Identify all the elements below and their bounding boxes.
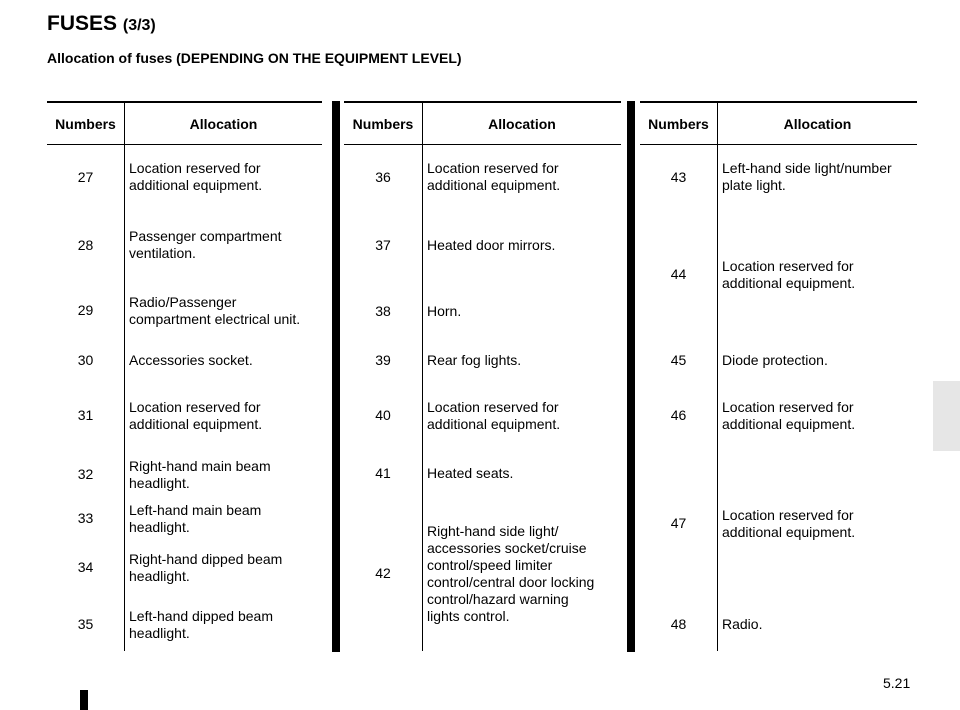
page-title-text: FUSES: [47, 12, 118, 35]
fuse-allocation: Radio/Passenger compartment electrical unit.: [129, 294, 301, 327]
header-allocation: Allocation: [189, 116, 258, 132]
fuse-allocation: Horn.: [427, 303, 462, 319]
table-header-rule: [344, 144, 621, 145]
fuse-allocation: Heated seats.: [427, 465, 514, 481]
fuse-allocation: Diode protection.: [722, 352, 828, 368]
fuse-allocation: Left-hand side light/number plate light.: [722, 160, 892, 193]
fuse-allocation: Location reserved for additional equipment.: [129, 160, 263, 193]
fuse-allocation: Radio.: [722, 616, 763, 632]
fuse-number: 44: [670, 266, 687, 282]
table-top-rule: [47, 101, 322, 103]
page-subtitle: Allocation of fuses (DEPENDING ON THE EQUIPMENT LEVEL): [47, 50, 462, 66]
table-column-divider: [124, 101, 125, 651]
fuse-number: 28: [77, 237, 94, 253]
header-numbers: Numbers: [55, 116, 116, 132]
table-column-divider: [717, 101, 718, 651]
fuse-allocation: Rear fog lights.: [427, 352, 522, 368]
table-top-rule: [344, 101, 621, 103]
page-corner-mark: [80, 690, 88, 710]
fuse-allocation: Passenger compartment ventilation.: [129, 228, 282, 261]
fuse-number: 30: [77, 352, 94, 368]
fuse-number: 47: [670, 515, 687, 531]
fuse-table-column-3: [640, 101, 917, 651]
fuse-allocation: Location reserved for additional equipment.: [722, 258, 856, 291]
fuse-number: 32: [77, 466, 94, 482]
fuse-table-column-2: [344, 101, 621, 651]
header-allocation: Allocation: [783, 116, 852, 132]
page-title: [47, 12, 156, 36]
fuse-allocation: Heated door mirrors.: [427, 237, 556, 253]
fuse-number: 33: [77, 510, 94, 526]
fuse-allocation: Accessories socket.: [129, 352, 253, 368]
fuse-number: 29: [77, 302, 94, 318]
fuse-allocation: Left-hand main beam headlight.: [129, 502, 262, 535]
fuse-number: 38: [375, 303, 391, 319]
fuse-number: 31: [77, 407, 94, 423]
column-separator-bar: [332, 101, 340, 652]
fuse-allocation: Right-hand dipped beam headlight.: [129, 551, 283, 584]
table-header-rule: [47, 144, 322, 145]
fuse-number: 41: [375, 465, 391, 481]
fuse-allocation: Location reserved for additional equipment.: [427, 160, 561, 193]
chapter-tab: [933, 381, 960, 451]
fuse-number: 45: [670, 352, 687, 368]
fuse-allocation: Location reserved for additional equipment.: [722, 507, 856, 540]
fuse-number: 37: [375, 237, 391, 253]
table-header-rule: [640, 144, 917, 145]
fuse-allocation: Location reserved for additional equipment.: [722, 399, 856, 432]
fuse-number: 36: [375, 169, 391, 185]
header-numbers: Numbers: [352, 116, 414, 132]
table-top-rule: [640, 101, 917, 103]
page-title-part: (3/3): [122, 17, 156, 34]
table-column-divider: [422, 101, 423, 651]
fuse-number: 46: [670, 407, 687, 423]
fuse-allocation: Location reserved for additional equipment.: [129, 399, 263, 432]
column-separator-bar: [627, 101, 635, 652]
header-numbers: Numbers: [648, 116, 709, 132]
fuse-allocation: Right-hand side light/ accessories socket/cruise control/speed limiter control/central door locking control/hazard warning lights control.: [427, 523, 595, 624]
fuse-number: 27: [77, 169, 94, 185]
fuse-number: 48: [670, 616, 687, 632]
fuse-number: 35: [77, 616, 94, 632]
fuse-number: 39: [375, 352, 391, 368]
fuse-number: 40: [375, 407, 391, 423]
fuse-number: 43: [670, 169, 687, 185]
page-number: 5.21: [883, 675, 911, 691]
fuse-allocation: Left-hand dipped beam headlight.: [129, 608, 273, 641]
header-allocation: Allocation: [488, 116, 556, 132]
fuse-number: 34: [77, 559, 94, 575]
fuse-allocation: Location reserved for additional equipment.: [427, 399, 561, 432]
fuse-table-column-1: [47, 101, 322, 651]
fuse-number: 42: [375, 565, 391, 581]
fuse-allocation: Right-hand main beam headlight.: [129, 458, 271, 491]
